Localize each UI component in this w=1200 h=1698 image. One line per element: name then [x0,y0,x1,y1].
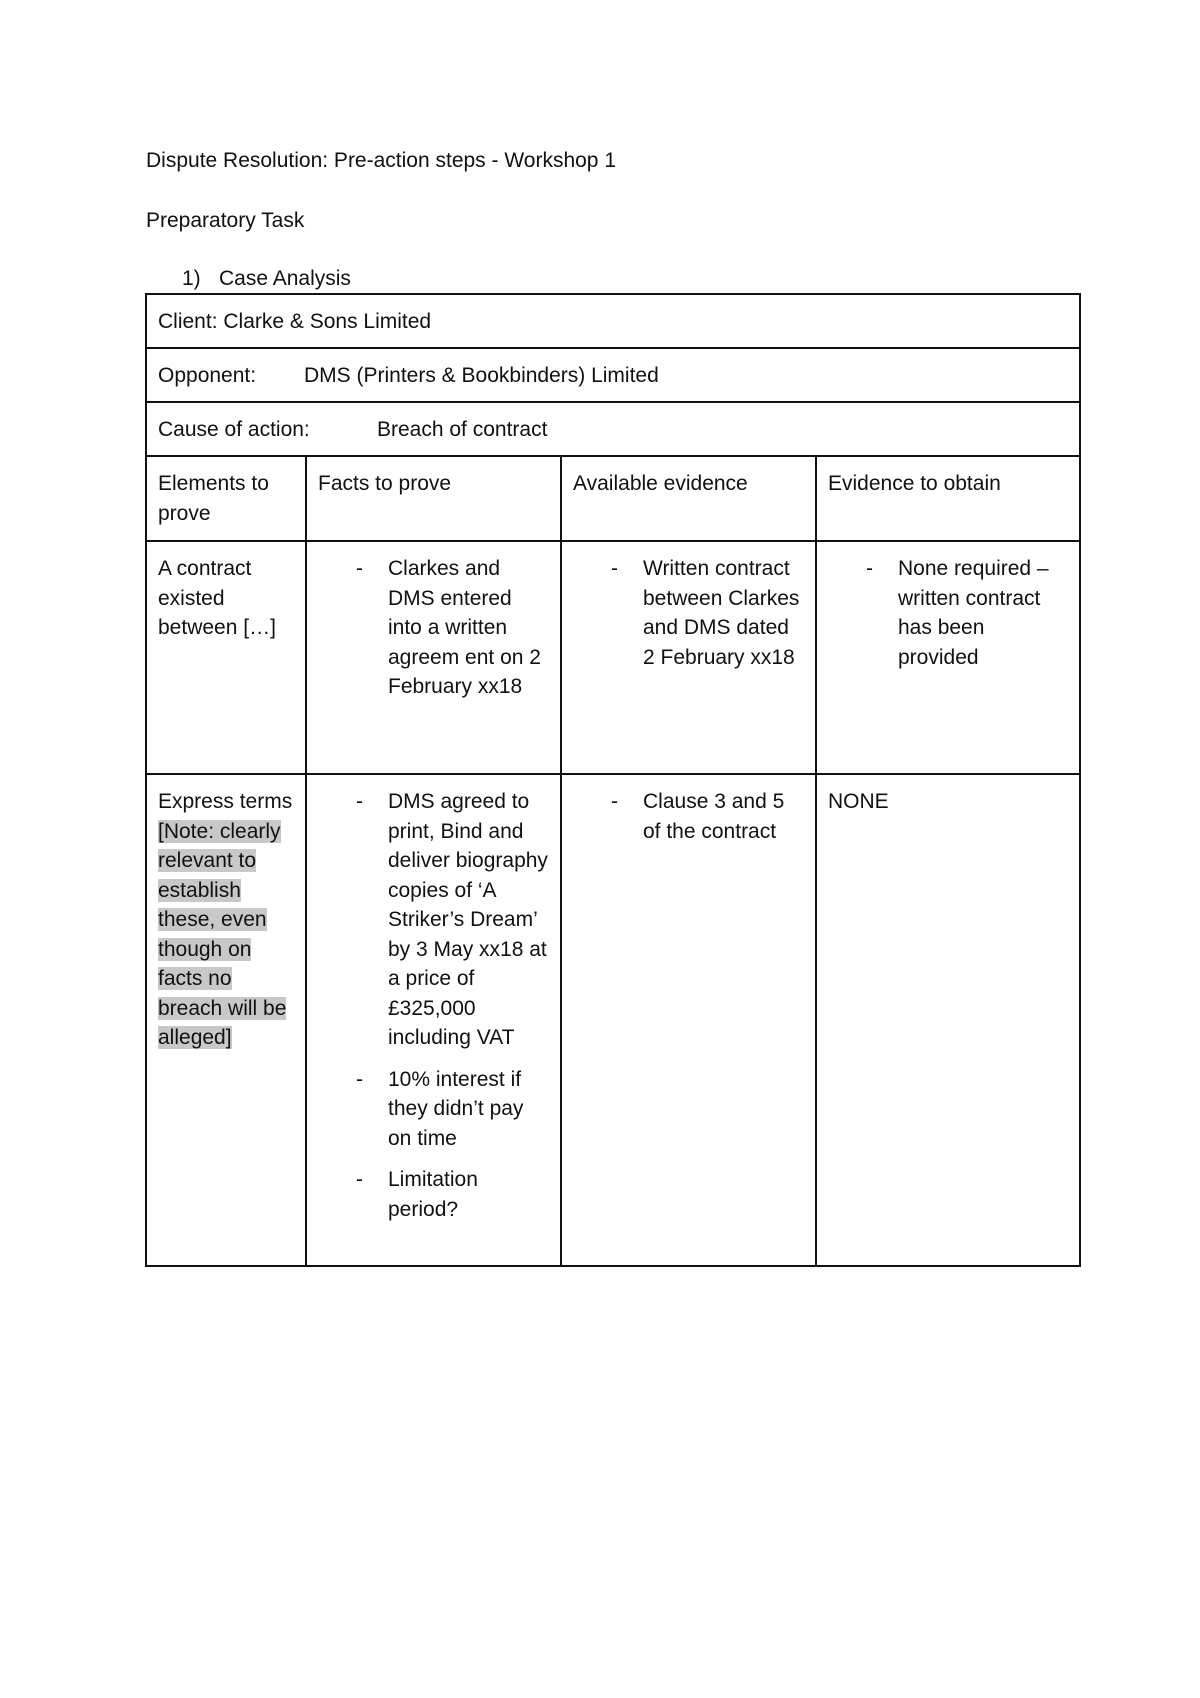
facts-item [318,787,550,1053]
element-note-highlighted: [Note: clearly relevant to establish these, even though on facts no breach will be alleged] [158,819,287,1049]
document-title: Dispute Resolution: Pre-action steps - Workshop 1 [146,149,616,172]
column-header-available-evidence: Available evidence [561,456,816,541]
obtain-cell [816,774,1080,1266]
column-header-elements: Elements to prove [146,456,306,541]
client-row [146,294,1080,348]
bullet-dash: - [611,557,618,580]
obtain-cell [816,541,1080,774]
evidence-item [573,554,805,672]
facts-cell [306,774,561,1266]
element-cell [146,774,306,1266]
opponent-label: Opponent: [158,364,257,387]
facts-item-text: 10% interest if they didn’t pay on time [388,1067,524,1150]
cause-cell [146,402,1080,456]
section-title: Case Analysis [219,267,351,290]
element-text: A contract existed between […] [158,557,276,639]
evidence-cell [561,774,816,1266]
evidence-item [573,787,805,846]
obtain-item-text: None required – written contract has been provided [898,557,1049,669]
bullet-dash: - [356,1067,363,1091]
section-number: 1) [182,267,201,290]
facts-item-text: DMS agreed to print, Bind and deliver biography copies of ‘A Striker’s Dream’ by 3 May xx18 at a price of £325,000 including VAT [388,790,548,1049]
opponent-value: DMS (Printers & Bookbinders) Limited [304,364,659,387]
bullet-dash: - [866,557,873,580]
facts-item [318,1165,550,1224]
cause-row [146,402,1080,456]
facts-item [318,554,550,702]
element-cell [146,541,306,774]
table-row [146,774,1080,1266]
section-heading [182,264,351,294]
case-analysis-table [145,293,1081,1267]
facts-cell [306,541,561,774]
cause-value: Breach of contract [377,418,548,441]
client-cell: Client: Clarke & Sons Limited [146,294,1080,348]
bullet-dash: - [356,790,363,813]
cause-label: Cause of action: [158,418,310,441]
table-row [146,541,1080,774]
bullet-dash: - [356,557,363,580]
evidence-cell [561,541,816,774]
opponent-cell [146,348,1080,402]
element-text: Express terms [158,790,293,813]
column-header-row [146,456,1080,541]
obtain-text: NONE [828,790,889,813]
evidence-item-text: Clause 3 and 5 of the contract [643,790,785,843]
column-header-facts: Facts to prove [306,456,561,541]
document-subtitle: Preparatory Task [146,209,305,232]
facts-item-text: Clarkes and DMS entered into a written agreem ent on 2 February xx18 [388,557,541,698]
bullet-dash: - [611,790,618,813]
bullet-dash: - [356,1168,363,1191]
opponent-row [146,348,1080,402]
evidence-item-text: Written contract between Clarkes and DMS dated 2 February xx18 [643,557,800,669]
obtain-item [828,554,1069,672]
facts-item-text: Limitation period? [388,1168,478,1221]
column-header-evidence-to-obtain: Evidence to obtain [816,456,1080,541]
facts-item [318,1065,550,1154]
